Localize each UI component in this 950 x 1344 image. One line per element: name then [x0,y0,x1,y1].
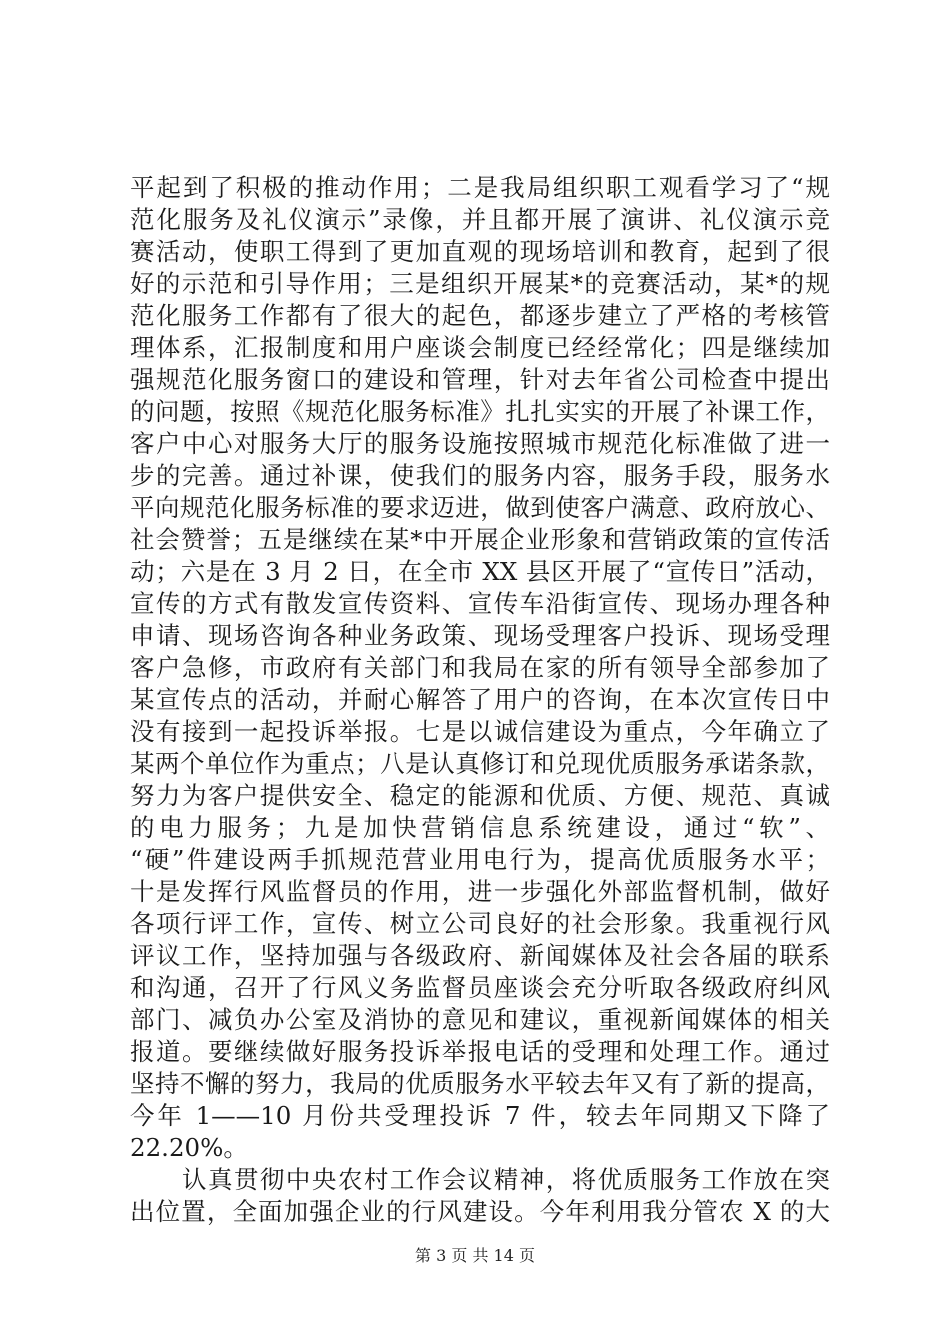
text-line: 某宣传点的活动，并耐心解答了用户的咨询，在本次宣传日中 [130,685,830,714]
text-line: 某两个单位作为重点；八是认真修订和兑现优质服务承诺条款， [130,749,830,778]
text-line: 平向规范化服务标准的要求迈进，做到使客户满意、政府放心、 [130,493,830,522]
text-line: 报道。要继续做好服务投诉举报电话的受理和处理工作。通过 [130,1037,830,1066]
text-line: 没有接到一起投诉举报。七是以诚信建设为重点，今年确立了 [130,717,830,746]
text-line: 客户急修，市政府有关部门和我局在家的所有领导全部参加了 [130,653,830,682]
text-line: 宣传的方式有散发宣传资料、宣传车沿街宣传、现场办理各种 [130,589,830,618]
text-line: 的电力服务；九是加快营销信息系统建设，通过“软”、 [130,813,830,842]
text-line: 22.20%。 [130,1133,248,1162]
text-line: 今年 1——10 月份共受理投诉 7 件，较去年同期又下降了 [130,1101,830,1130]
text-line: 努力为客户提供安全、稳定的能源和优质、方便、规范、真诚 [130,781,830,810]
text-line: 赛活动，使职工得到了更加直观的现场培训和教育，起到了很 [130,237,830,266]
text-line: 好的示范和引导作用；三是组织开展某*的竞赛活动，某*的规 [130,269,830,298]
text-line: 平起到了积极的推动作用；二是我局组织职工观看学习了“规 [130,173,830,202]
text-line: 动；六是在 3 月 2 日，在全市 XX 县区开展了“宣传日”活动， [130,557,830,586]
text-line: 各项行评工作，宣传、树立公司良好的社会形象。我重视行风 [130,909,830,938]
document-body [130,172,830,1228]
text-line: 社会赞誉；五是继续在某*中开展企业形象和营销政策的宣传活 [130,525,830,554]
text-line: 十是发挥行风监督员的作用，进一步强化外部监督机制，做好 [130,877,830,906]
text-line: 步的完善。通过补课，使我们的服务内容，服务手段，服务水 [130,461,830,490]
text-line: “硬”件建设两手抓规范营业用电行为，提高优质服务水平； [130,845,830,874]
text-line: 强规范化服务窗口的建设和管理，针对去年省公司检查中提出 [130,365,830,394]
page-number-footer: 第 3 页 共 14 页 [415,1246,535,1265]
text-line: 理体系，汇报制度和用户座谈会制度已经经常化；四是继续加 [130,333,830,362]
paragraph-2 [130,1164,830,1228]
text-line: 认真贯彻中央农村工作会议精神，将优质服务工作放在突 [182,1165,830,1194]
text-line: 范化服务及礼仪演示”录像，并且都开展了演讲、礼仪演示竞 [130,205,830,234]
text-line: 申请、现场咨询各种业务政策、现场受理客户投诉、现场受理 [130,621,830,650]
text-line: 部门、减负办公室及消协的意见和建议，重视新闻媒体的相关 [130,1005,830,1034]
text-line: 评议工作，坚持加强与各级政府、新闻媒体及社会各届的联系 [130,941,830,970]
text-line: 范化服务工作都有了很大的起色，都逐步建立了严格的考核管 [130,301,830,330]
text-line: 客户中心对服务大厅的服务设施按照城市规范化标准做了进一 [130,429,830,458]
text-line: 坚持不懈的努力，我局的优质服务水平较去年又有了新的提高， [130,1069,830,1098]
text-line: 的问题，按照《规范化服务标准》扎扎实实的开展了补课工作， [130,397,830,426]
text-line: 和沟通，召开了行风义务监督员座谈会充分听取各级政府纠风 [130,973,830,1002]
text-line: 出位置，全面加强企业的行风建设。今年利用我分管农 X 的大 [130,1197,830,1226]
paragraph-1 [130,172,830,1164]
